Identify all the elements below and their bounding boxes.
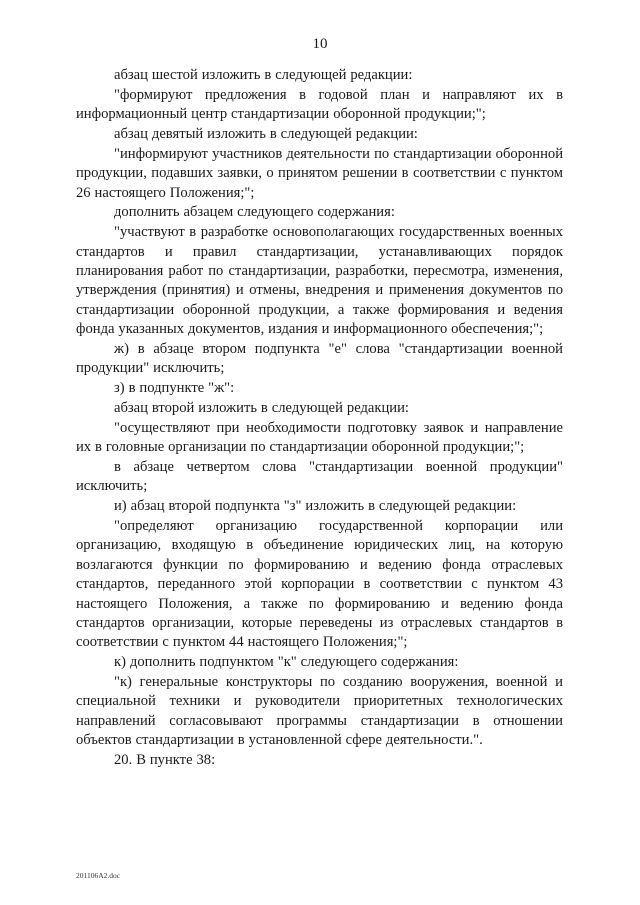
paragraph: "осуществляют при необходимости подготовку заявок и направление их в головные организации по стандартизации оборонной продукции;";: [76, 419, 563, 456]
paragraph: "участвуют в разработке основополагающих государственных военных стандартов и правил стандартизации, устанавливающих порядок планирования работ по стандартизации, разработки, пересмотра, изменения, утверждения (принятия) и отмены, внедрения и применения документов по стандартизации оборонной продукции, а также формирования и ведения фонда указанных документов, издания и информационного обеспечения;";: [76, 224, 563, 338]
document-file-code: 201106A2.doc: [76, 871, 121, 880]
paragraph: ж) в абзаце втором подпункта "е" слова "стандартизации военной продукции" исключить;: [76, 341, 563, 377]
paragraph: з) в подпункте "ж":: [114, 380, 235, 397]
paragraph: абзац второй изложить в следующей редакции:: [114, 400, 409, 417]
page-number: 10: [312, 36, 328, 52]
paragraph: "информируют участников деятельности по стандартизации оборонной продукции, подавших заявки, о принятом решении в соответствии с пунктом 26 настоящего Положения;";: [76, 145, 563, 201]
paragraph: абзац шестой изложить в следующей редакции:: [114, 67, 413, 83]
paragraph: в абзаце четвертом слова "стандартизации военной продукции" исключить;: [76, 459, 563, 495]
paragraph: "к) генеральные конструкторы по созданию вооружения, военной и специальной техники и руководители приоритетных технологических направлений согласовывают программы стандартизации в отношении объектов стандартизации в установленной сфере деятельности.".: [76, 674, 563, 749]
paragraph: 20. В пункте 38:: [114, 752, 216, 769]
paragraph: дополнить абзацем следующего содержания:: [114, 204, 395, 221]
document-body: [76, 66, 563, 771]
paragraph: "формируют предложения в годовой план и направляют их в информационный центр стандартизации оборонной продукции;";: [76, 86, 563, 123]
paragraph: и) абзац второй подпункта "з" изложить в следующей редакции:: [114, 498, 517, 515]
paragraph: к) дополнить подпунктом "к" следующего содержания:: [114, 654, 459, 671]
paragraph: абзац девятый изложить в следующей редакции:: [114, 126, 418, 142]
paragraph: "определяют организацию государственной корпорации или организацию, входящую в объединение юридических лиц, на которую возлагаются функции по формированию и ведению фонда отраслевых стандартов, переданного этой корпорации в соответствии с пунктом 43 настоящего Положения, а также по формированию и ведению фонда стандартов организации, которые переведены из отраслевых стандартов в соответствии с пунктом 44 настоящего Положения;";: [76, 518, 563, 651]
